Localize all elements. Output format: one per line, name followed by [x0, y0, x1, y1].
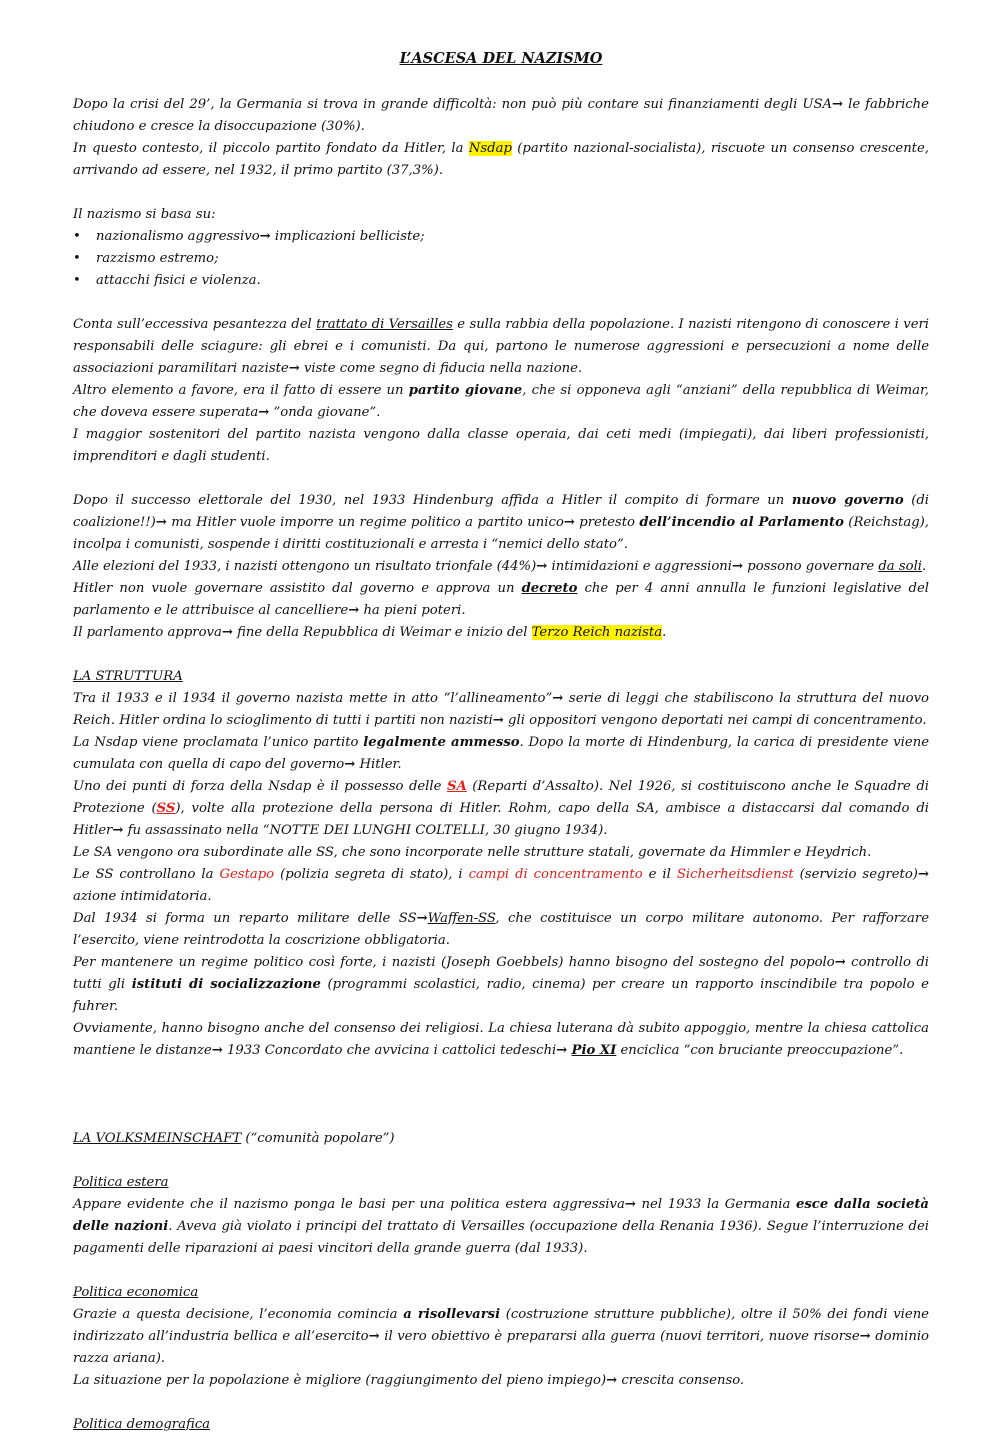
arrow-icon: →: [155, 515, 167, 530]
red-text: Sicherheitsdienst: [676, 867, 794, 882]
text: .: [662, 625, 667, 640]
arrow-icon: →: [556, 1043, 568, 1058]
text: possono governare: [743, 559, 879, 574]
bold-text: istituti di socializzazione: [131, 977, 321, 992]
paragraph-alignment: [73, 688, 929, 732]
text: La Nsdap viene proclamata l’unico partito: [73, 735, 364, 750]
arrow-icon: →: [563, 515, 575, 530]
text: In questo contesto, il piccolo partito fondato da Hitler, la: [73, 141, 469, 156]
bold-text: esce dalla società delle nazioni: [73, 1197, 929, 1234]
arrow-icon: →: [259, 229, 271, 244]
document-page: [73, 48, 929, 1436]
text: (Reichstag), incolpa i comunisti, sospende i diritti costituzionali e arresta i “nemici dello stato”.: [73, 515, 929, 552]
text: Le SS controllano la: [73, 867, 220, 882]
text: , che si opponeva agli “anziani” della repubblica di Weimar, che doveva essere superata: [73, 383, 929, 420]
text: e sulla rabbia della popolazione. I nazisti ritengono di conoscere i veri responsabili delle sciagure: gli ebrei e i comunisti. Da qui, partono le numerose aggressioni e persecuzioni a nome delle associazioni paramilitari naziste: [73, 317, 930, 376]
text: serie di leggi che stabiliscono la struttura del nuovo Reich. Hitler ordina lo scioglimento di tutti i partiti non nazisti: [73, 691, 929, 728]
paragraph-versailles: [73, 314, 929, 380]
bold-text: partito giovane: [408, 383, 523, 398]
paragraph-decree: [73, 578, 929, 622]
arrow-icon: →: [732, 559, 744, 574]
red-text: campi di concentramento: [468, 867, 643, 882]
arrow-icon: →: [368, 1329, 380, 1344]
text: Hitler.: [355, 757, 402, 772]
subheading-politica-demografica: Politica demografica: [73, 1417, 211, 1432]
underlined-text: da soli: [878, 559, 922, 574]
paragraph-sa-ss: [73, 776, 929, 842]
text: (Reparti d’Assalto). Nel 1926, si costituiscono anche le Squadre di Protezione (: [73, 779, 929, 816]
bullet-icon: •: [73, 251, 81, 266]
text: ), volte alla protezione della persona di Hitler. Rohm, capo della SA, ambisce a distaccarsi dal comando di Hitler: [73, 801, 929, 838]
arrow-icon: →: [112, 823, 124, 838]
arrow-icon: →: [348, 603, 360, 618]
subheading-politica-economica: Politica economica: [73, 1285, 199, 1300]
arrow-icon: →: [258, 405, 270, 420]
text: attacchi fisici e violenza.: [96, 273, 261, 288]
bullet-icon: •: [73, 229, 81, 244]
basis-list: [73, 226, 929, 292]
text: Tra il 1933 e il 1934 il governo nazista mette in atto “l’allineamento”: [73, 691, 553, 706]
text: Dopo la crisi del 29’, la Germania si trova in grande difficoltà: non può più contare sui finanziamenti degli USA: [73, 97, 833, 112]
bullet-icon: •: [73, 273, 81, 288]
text: . Dopo la morte di Hindenburg, la carica di presidente viene cumulata con quella di capo del governo: [73, 735, 930, 772]
text: Alle elezioni del 1933, i nazisti ottengono un risultato trionfale (44%): [73, 559, 537, 574]
text: ”onda giovane”.: [269, 405, 381, 420]
text: , che costituisce un corpo militare autonomo. Per rafforzare l’esercito, viene reintrodotta la coscrizione obbligatoria.: [73, 911, 929, 948]
text: gli oppositori vengono deportati nei campi di concentramento.: [503, 713, 927, 728]
text: (polizia segreta di stato), i: [274, 867, 469, 882]
text: (servizio segreto): [793, 867, 918, 882]
paragraph-foreign-policy: [73, 1194, 929, 1260]
list-item: [73, 226, 929, 248]
text: le fabbriche chiudono e cresce la disoccupazione (30%).: [73, 97, 929, 134]
bold-text: dell’incendio al Parlamento: [639, 515, 844, 530]
section-heading-struttura: LA STRUTTURA: [73, 669, 183, 684]
paragraph-elections-1933: [73, 556, 929, 578]
arrow-icon: →: [832, 97, 844, 112]
text: 1933 Concordato che avvicina i cattolici tedeschi: [222, 1043, 557, 1058]
arrow-icon: →: [416, 911, 428, 926]
text: (programmi scolastici, radio, cinema) per creare un rapporto inscindibile tra popolo e fuhrer.: [73, 977, 929, 1014]
text: ha pieni poteri.: [359, 603, 466, 618]
text: che per 4 anni annulla le funzioni legislative del parlamento e le attribuisce al cancelliere: [73, 581, 930, 618]
arrow-icon: →: [834, 955, 846, 970]
underlined-text: Waffen-SS: [427, 911, 496, 926]
text: Appare evidente che il nazismo ponga le basi per una politica estera aggressiva: [73, 1197, 625, 1212]
paragraph-single-party: [73, 732, 929, 776]
text: Hitler non vuole governare assistito dal governo e approva un: [73, 581, 522, 596]
arrow-icon: →: [552, 691, 564, 706]
highlight-nsdap: Nsdap: [468, 141, 512, 156]
paragraph-government: [73, 490, 929, 556]
bold-text: nuovo governo: [791, 493, 904, 508]
text: ma Hitler vuole imporre un regime politico a partito unico: [166, 515, 564, 530]
text: fu assassinato nella “NOTTE DEI LUNGHI COLTELLI, 30 giugno 1934).: [123, 823, 608, 838]
arrow-icon: →: [606, 1373, 618, 1388]
paragraph-gestapo: [73, 864, 929, 908]
subheading-politica-estera: Politica estera: [73, 1175, 169, 1190]
red-text: Gestapo: [219, 867, 275, 882]
text: e il: [642, 867, 677, 882]
arrow-icon: →: [859, 1329, 871, 1344]
text: . Aveva già violato i principi del trattato di Versailles (occupazione della Renania 1936). Segue l’interruzione dei pagamenti delle riparazioni ai paesi vincitori della grande guerra (dal 1933).: [73, 1219, 930, 1256]
text: Uno dei punti di forza della Nsdap è il possesso delle: [73, 779, 447, 794]
red-bold-text: SS: [156, 801, 176, 816]
basis-intro: Il nazismo si basa su:: [73, 207, 216, 222]
arrow-icon: →: [211, 1043, 223, 1058]
text: nel 1933 la Germania: [635, 1197, 796, 1212]
text: controllo di tutti gli: [73, 955, 929, 992]
text: crescita consenso.: [617, 1373, 745, 1388]
section-heading-volksgemeinschaft: [73, 1128, 929, 1150]
text: implicazioni belliciste;: [270, 229, 425, 244]
text: Conta sull’eccessiva pesantezza del: [73, 317, 317, 332]
text: Altro elemento a favore, era il fatto di essere un: [73, 383, 409, 398]
arrow-icon: →: [536, 559, 548, 574]
text: pretesto: [574, 515, 640, 530]
paragraph-church: [73, 1018, 929, 1062]
text: azione intimidatoria.: [73, 889, 212, 904]
bold-underlined-text: Pio XI: [571, 1043, 617, 1058]
underlined-heading: LA VOLKSMEINSCHAFT: [73, 1131, 242, 1146]
paragraph-goebbels: [73, 952, 929, 1018]
bold-text: legalmente ammesso: [363, 735, 520, 750]
bold-text: a risollevarsi: [403, 1307, 501, 1322]
text: il vero obiettivo è prepararsi alla guerra (nuovi territori, nuove risorse: [379, 1329, 860, 1344]
paragraph-waffen-ss: [73, 908, 929, 952]
text: (costruzione strutture pubbliche), oltre il 50% dei fondi viene indirizzato all’industria bellica e all’esercito: [73, 1307, 929, 1344]
text: nazionalismo aggressivo: [96, 229, 260, 244]
text: fine della Repubblica di Weimar e inizio del: [232, 625, 532, 640]
paragraph-young-party: [73, 380, 929, 424]
list-item: [73, 270, 929, 292]
text: Il parlamento approva: [73, 625, 222, 640]
paragraph-economy: [73, 1304, 929, 1370]
text: Dal 1934 si forma un reparto militare delle SS: [73, 911, 417, 926]
text: .: [922, 559, 927, 574]
text: enciclica “con bruciante preoccupazione”.: [616, 1043, 904, 1058]
text: razzismo estremo;: [96, 251, 219, 266]
text: Grazie a questa decisione, l’economia comincia: [73, 1307, 404, 1322]
list-item: [73, 248, 929, 270]
paragraph-supporters: I maggior sostenitori del partito nazista vengono dalla classe operaia, dai ceti medi (impiegati), dai liberi professionisti, imprenditori e dagli studenti.: [73, 427, 929, 464]
arrow-icon: →: [288, 361, 300, 376]
paragraph-sa-subordinate: Le SA vengono ora subordinate alle SS, che sono incorporate nelle strutture statali, governate da Himmler e Heydrich.: [73, 845, 872, 860]
text: (“comunità popolare”): [241, 1131, 395, 1146]
text: dominio razza ariana).: [73, 1329, 929, 1366]
arrow-icon: →: [492, 713, 504, 728]
arrow-icon: →: [344, 757, 356, 772]
text: intimidazioni e aggressioni: [547, 559, 733, 574]
text: (di coalizione!!): [73, 493, 929, 530]
paragraph-crisis: [73, 94, 929, 138]
arrow-icon: →: [221, 625, 233, 640]
arrow-icon: →: [917, 867, 929, 882]
text: La situazione per la popolazione è migliore (raggiungimento del pieno impiego): [73, 1373, 607, 1388]
arrow-icon: →: [624, 1197, 636, 1212]
highlight-third-reich: Terzo Reich nazista: [531, 625, 663, 640]
paragraph-nsdap: [73, 138, 929, 182]
text: Per mantenere un regime politico così forte, i nazisti (Joseph Goebbels) hanno bisogno del sostegno del popolo: [73, 955, 835, 970]
text: Ovviamente, hanno bisogno anche del consenso dei religiosi. La chiesa luterana dà subito appoggio, mentre la chiesa cattolica mantiene le distanze: [73, 1021, 929, 1058]
text: viste come segno di fiducia nella nazione.: [299, 361, 583, 376]
paragraph-third-reich: [73, 622, 929, 644]
paragraph-population: [73, 1370, 929, 1392]
bold-underlined-text: decreto: [521, 581, 578, 596]
underlined-text: trattato di Versailles: [316, 317, 453, 332]
page-title: L’ASCESA DEL NAZISMO: [399, 50, 603, 67]
text: Dopo il successo elettorale del 1930, nel 1933 Hindenburg affida a Hitler il compito di formare un: [73, 493, 792, 508]
text: (partito nazional-socialista), riscuote un consenso crescente, arrivando ad essere, nel 1932, il primo partito (37,3%).: [73, 141, 929, 178]
red-bold-text: SA: [446, 779, 467, 794]
